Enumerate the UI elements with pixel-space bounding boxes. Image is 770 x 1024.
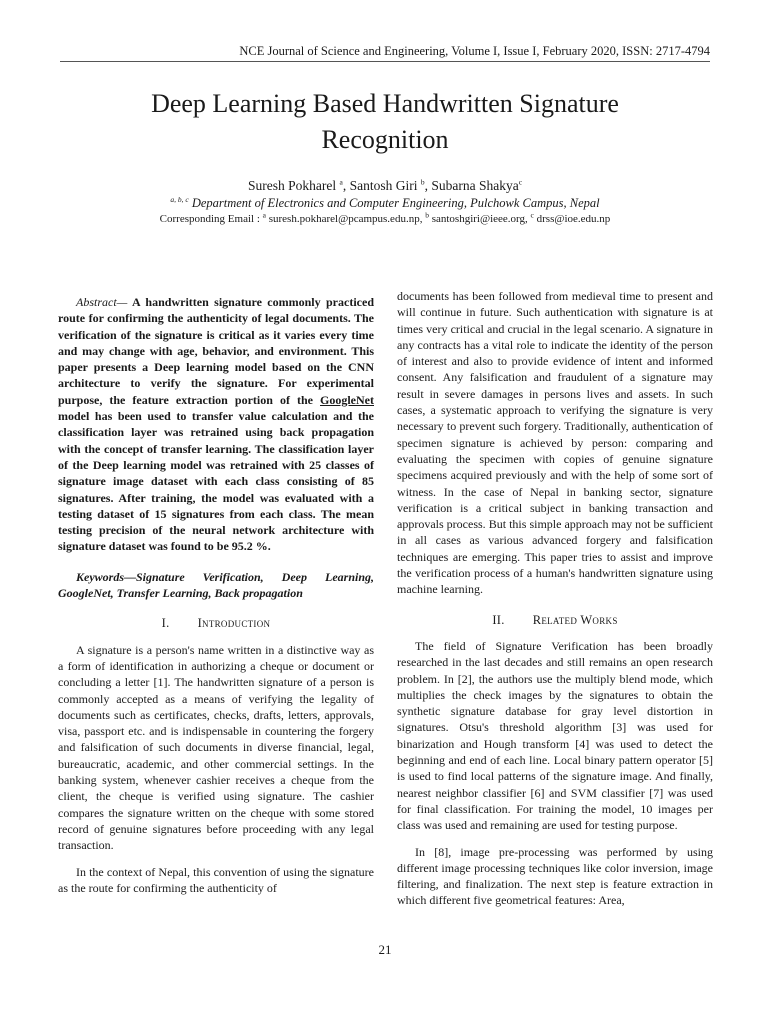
abstract-text-2: model has been used to transfer value calculation and the classification layer was retrained using back propagation with the concept of transfer learning. The classification layer of the Deep learning model was retrained with 25 classes of signature image dataset with each class consisting of 85 signatures. After training, the model was evaluated with a testing dataset of 15 signatures from each class. The mean testing precision of the neural network architecture with signature dataset was found to be 95.2 %.: [58, 409, 374, 554]
googlenet-term: GoogleNet: [320, 392, 374, 407]
paper-title-line2: Recognition: [321, 125, 449, 154]
email-2[interactable]: santoshgiri@ieee.org,: [431, 213, 531, 225]
keywords-label: Keywords—: [76, 569, 136, 584]
right-column: [397, 288, 713, 909]
section-number-intro: I.: [161, 616, 170, 631]
abstract: [58, 294, 374, 555]
abstract-label: Abstract—: [76, 295, 128, 309]
journal-header: [60, 44, 710, 62]
author-1-sup: a: [339, 177, 343, 187]
email-1-sup: a: [262, 210, 266, 220]
email-label: Corresponding Email :: [159, 213, 263, 225]
paper-title-line1: Deep Learning Based Handwritten Signature: [151, 89, 619, 118]
email-3-sup: c: [530, 210, 534, 220]
intro-paragraph-2: In the context of Nepal, this convention of using the signature as the route for confirming the authenticity of: [58, 864, 374, 895]
left-column: [58, 294, 374, 896]
related-paragraph-1: The field of Signature Verification has been broadly researched in the last decades and still remains an open research problem. In [2], the authors use the multiply blend mode, which multiplies the check images by the signatures to obtain the synthetic signature database for gray level distortion in signatures. Otsu's threshold algorithm [3] was used for binarization and Hough transform [4] was used to detect the beginning and end of each line. Local binary pattern operator [5] is used to find local patterns of the signature image. And finally, nearest neighbor classifier [6] and SVM classifier [7] was used for final classification. For training the model, 10 images per class was used and remaining are used for testing purpose.: [397, 638, 713, 833]
email-2-sup: b: [425, 210, 429, 220]
section-heading-related-works: [397, 612, 713, 628]
intro-paragraph-1: A signature is a person's name written in a distinctive way as a form of identification in authorizing a cheque or document or concluding a letter [1]. The handwritten signature of a person is commonly accepted as a means of verifying the legality of documents such as certificates, checks, drafts, letters, approvals, visa, passport etc. and is indispensable in countering the forgery and falsification of such documents in diverse financial, legal, bureaucratic, academic, and other commercial settings. In the banking system, whenever cashier receives a cheque from the client, the cheque is verified using signature. The cashier compares the signature written on the cheque with some stored record of genuine signatures before proceeding with any legal transaction.: [58, 642, 374, 853]
section-title-intro: Introduction: [197, 616, 271, 631]
section-title-related: Related Works: [532, 612, 618, 627]
author-list: Suresh Pokharel $^a$, Santosh Giri $^b$, Subarna Shakya$^c$: [247, 177, 523, 193]
author-1: Suresh Pokharel: [247, 178, 337, 193]
abstract-text-1: A handwritten signature commonly practiced route for confirming the authenticity of legal documents. The verification of the signature is critical as it varies every time and may change with age, behavior, and environment. This paper presents a Deep learning model based on the CNN architecture to verify the signature. For experimental purpose, the feature extraction portion of the: [58, 295, 374, 407]
author-3-sup: c: [518, 177, 523, 187]
email-3[interactable]: drss@ioe.edu.np: [536, 213, 611, 225]
journal-header-text: NCE Journal of Science and Engineering, Volume I, Issue I, February 2020, ISSN: 2717-4794: [239, 44, 710, 58]
affiliation: [60, 196, 710, 211]
page-number: 21: [378, 942, 392, 957]
author-2: Santosh Giri: [349, 178, 418, 193]
keywords: [58, 569, 374, 602]
affiliation-text: Department of Electronics and Computer Engineering, Pulchowk Campus, Nepal: [191, 196, 600, 210]
paper-title: [70, 86, 700, 158]
section-heading-introduction: [58, 615, 374, 631]
author-2-sup: b: [420, 177, 425, 187]
corresponding-email: [60, 210, 710, 225]
related-paragraph-2: In [8], image pre-processing was performed by using different image processing techniques like color inversion, image filtering, and finalization. The next step is feature extraction in which different five geometrical features: Area,: [397, 844, 713, 908]
affiliation-sup: a, b, c: [170, 194, 189, 204]
email-1[interactable]: suresh.pokharel@pcampus.edu.np,: [268, 213, 426, 225]
intro-paragraph-2-continued: documents has been followed from medieval time to present and will continue in future. Such authentication with signature is at times very critical and crucial in the legal scenario. A signature in any contracts has a vital role to indicate the identity of the person of interest and also to provide evidence of intent and informed consent. Any falsification and fraudulent of a signature may result in severe damages in persons lives and assets. In such cases, a systematic approach to verifying the signature is very necessary to prevent such forgery. Traditionally, authentication of specimen signature is achieved by person: comparing and evaluating the specimen with copies of genuine signature specimens acquired previously and with the help of some sort of witness. In the case of Nepal in banking sector, signature verification is a critical subject in banking transaction and approvals process. But this simple approach may not be sufficient in all cases as various advanced forgery and falsification techniques are emerging. This paper tries to assist and improve the verification process of a human's handwritten signature using machine learning.: [397, 289, 713, 597]
author-3: Subarna Shakya: [431, 178, 519, 193]
section-number-related: II.: [492, 612, 505, 627]
keywords-text: Signature Verification, Deep Learning, GoogleNet, Transfer Learning, Back propagation: [58, 569, 374, 601]
